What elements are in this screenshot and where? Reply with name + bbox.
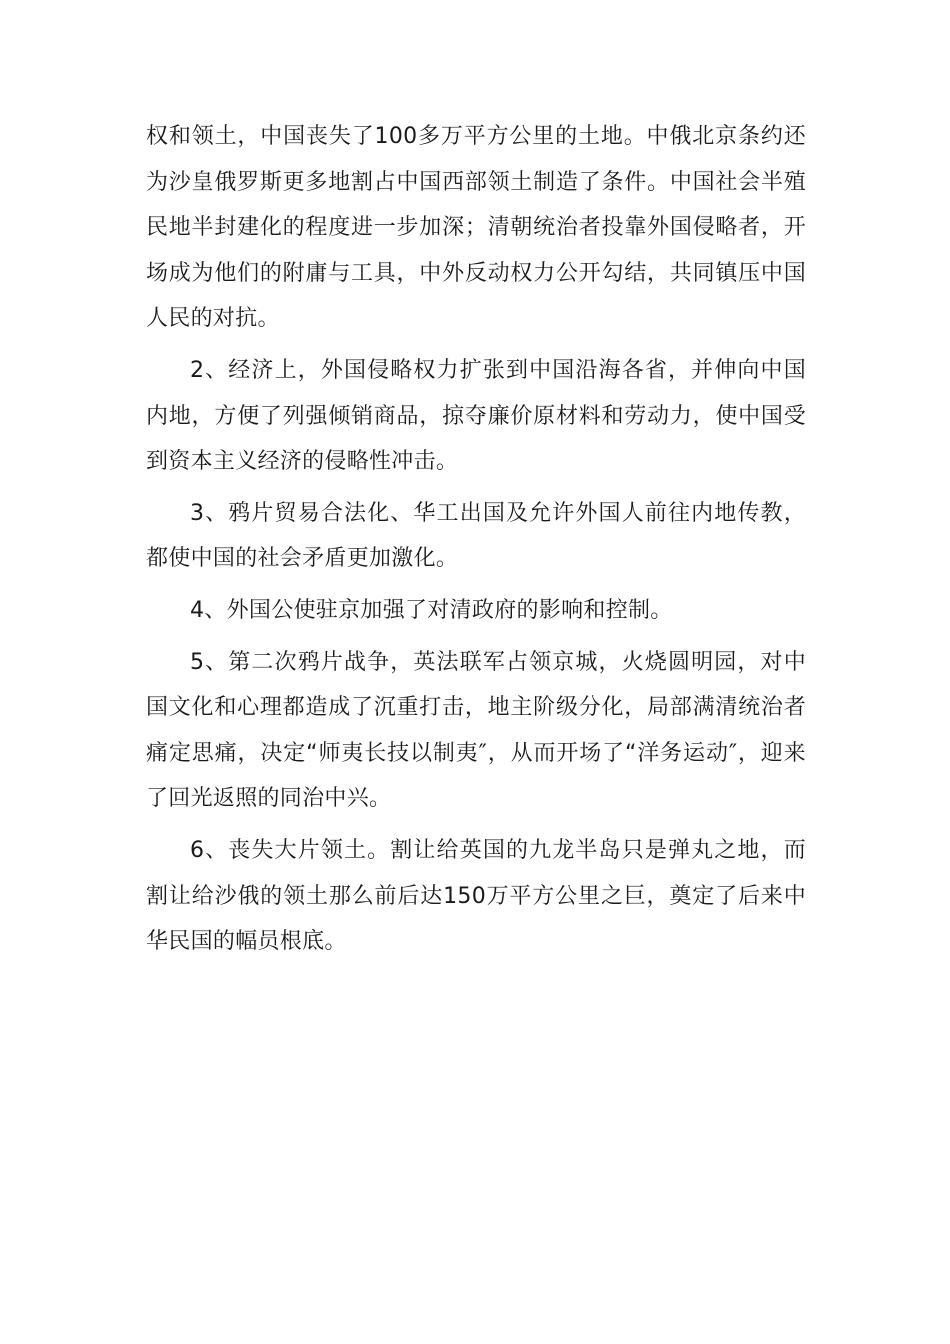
paragraph-item-5: 5、第二次鸦片战争，英法联军占领京城，火烧圆明园，对中国文化和心理都造成了沉重打击，地主阶级分化，局部满清统治者痛定思痛，决定“师夷长技以制夷″，从而开场了“洋务运动″，迎来了回光返照的同治中兴。 xyxy=(146,649,806,812)
document-body xyxy=(146,114,806,971)
paragraph-item-4: 4、外国公使驻京加强了对清政府的影响和控制。 xyxy=(190,597,673,623)
paragraph-item-6: 6、丧失大片领土。割让给英国的九龙半岛只是弹丸之地，而割让给沙俄的领土那么前后达150万平方公里之巨，奠定了后来中华民国的幅员根底。 xyxy=(146,837,806,955)
paragraph-item-3: 3、鸦片贸易合法化、华工出国及允许外国人前往内地传教，都使中国的社会矛盾更加激化。 xyxy=(146,500,806,572)
paragraph-continuation: 权和领土，中国丧失了100多万平方公里的土地。中俄北京条约还为沙皇俄罗斯更多地割占中国西部领土制造了条件。中国社会半殖民地半封建化的程度进一步加深；清朝统治者投靠外国侵略者，开场成为他们的附庸与工具，中外反动权力公开勾结，共同镇压中国人民的对抗。 xyxy=(146,124,806,332)
paragraph-item-2: 2、经济上，外国侵略权力扩张到中国沿海各省，并伸向中国内地，方便了列强倾销商品，掠夺廉价原材料和劳动力，使中国受到资本主义经济的侵略性冲击。 xyxy=(146,357,806,475)
